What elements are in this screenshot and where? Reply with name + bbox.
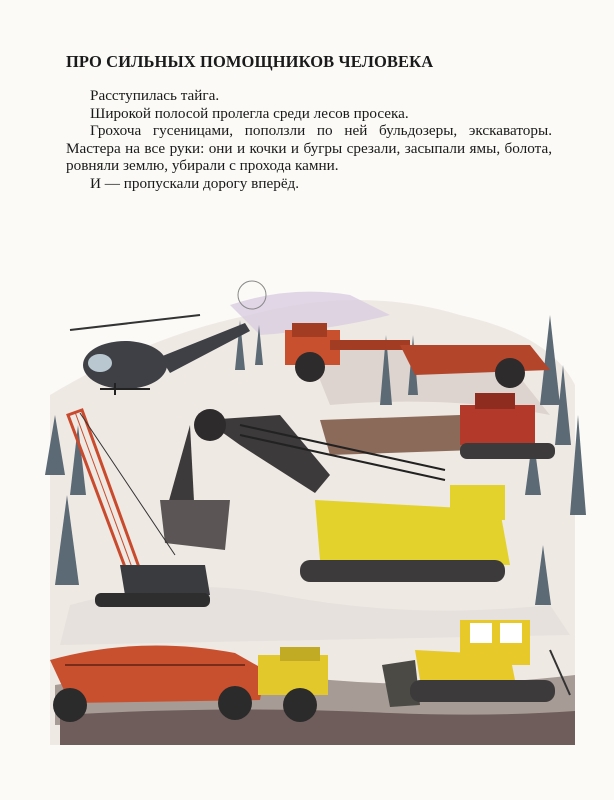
- page-title: ПРО СИЛЬНЫХ ПОМОЩНИКОВ ЧЕЛОВЕКА: [66, 52, 434, 71]
- paragraph-3: Грохоча гусеницами, поползли по ней бульдозеры, экскаваторы. Мастера на все руки: они и кочки и бугры срезали, засыпали ямы, болота, ровняли землю, убирали с прохода камни.: [66, 122, 552, 175]
- paragraph-4: И — пропускали дорогу вперёд.: [90, 174, 300, 192]
- paragraph-2: Широкой полосой пролегла среди лесов просека.: [90, 104, 409, 122]
- construction-machines-illustration: [30, 275, 590, 795]
- story-text: [66, 87, 552, 193]
- paragraph-1: Расступилась тайга.: [90, 87, 220, 104]
